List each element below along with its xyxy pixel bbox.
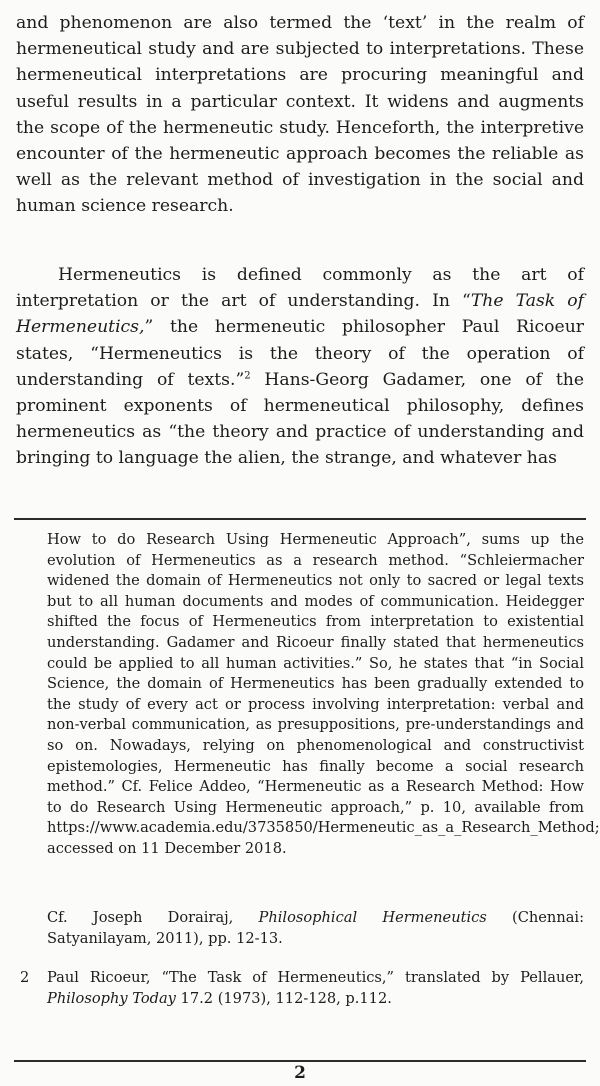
body-paragraph-1-text: and phenomenon are also termed the ‘text’ in the realm of hermeneutical study and are subjected to interpretations. These hermeneutical interpretations are procuring meaningful and useful results in a particular context. It widens and augments the scope of the hermeneutic study. Henceforth, the interpretive encounter of the hermeneutic approach becomes the reliable as well as the relevant method of investigation in the social and human science research. (16, 13, 584, 217)
journal-title-philosophy-today: Philosophy Today (47, 989, 176, 1007)
footnote-continuation-text: How to do Research Using Hermeneutic Approach”, sums up the evolution of Hermeneutics as a research method. “Schleiermacher widened the domain of Hermeneutics not only to sacred or legal texts but to all human documents and modes of communication. Heidegger shifted the focus of Hermeneutics from interpretation to existential understanding. Gadamer and Ricoeur finally stated that hermeneutics could be applied to all human activities.” So, he states that “in Social Science, the domain of Hermeneutics has been gradually extended to the study of every act or process involving interpretation: verbal and non-verbal communication, as presuppositions, pre-understandings and so on. Nowadays, relying on phenomenological and constructivist epistemologies, Hermeneutic has finally become a social research method.” Cf. Felice Addeo, “Hermeneutic as a Research Method: How to do Research Using Hermeneutic approach,” p. 10, available from https://www.academia.edu/3735850/Hermeneutic_as_a_Research_Method; accessed on 11 December 2018. (47, 531, 600, 857)
body-paragraph-2 (16, 262, 584, 472)
footnote-cf-text-a: Cf. Joseph Dorairaj, (47, 909, 259, 926)
footnote-2-text-b: 17.2 (1973), 112-128, p.112. (175, 989, 392, 1007)
footnote-reference-2[interactable]: 2 (244, 370, 251, 382)
page-bottom-rule (14, 1060, 586, 1062)
footnote-cf-text-b: (Chennai: Satyanilayam, 2011), pp. 12-13. (47, 909, 585, 947)
book-title-task-of-hermeneutics: The Task of Hermeneutics, (16, 291, 585, 338)
footnote-cf-dorairaj (47, 908, 584, 949)
body-paragraph-1 (16, 10, 584, 220)
footnote-divider (14, 518, 586, 520)
page-number: 2 (294, 1063, 306, 1083)
footnote-2 (47, 968, 584, 1009)
body-paragraph-2-text-a: Hermeneutics is defined commonly as the art of interpretation or the art of understanding. In “ (16, 265, 584, 312)
body-paragraph-2-text-c: Hans-Georg Gadamer, one of the prominent exponents of hermeneutical philosophy, defines hermeneutics as “the theory and practice of understanding and bringing to language the alien, the strange, and whatever has (16, 369, 584, 469)
book-title-philosophical-hermeneutics: Philosophical Hermeneutics (258, 909, 487, 926)
footnote-2-text-a: Paul Ricoeur, “The Task of Hermeneutics,” translated by Pellauer, (47, 969, 584, 986)
body-paragraph-2-text-b: ” the hermeneutic philosopher Paul Ricoeur states, “Hermeneutics is the theory of the operation of understanding of texts.” (16, 317, 584, 390)
footnote-continuation (47, 530, 600, 860)
footnote-2-number: 2 (20, 969, 30, 986)
